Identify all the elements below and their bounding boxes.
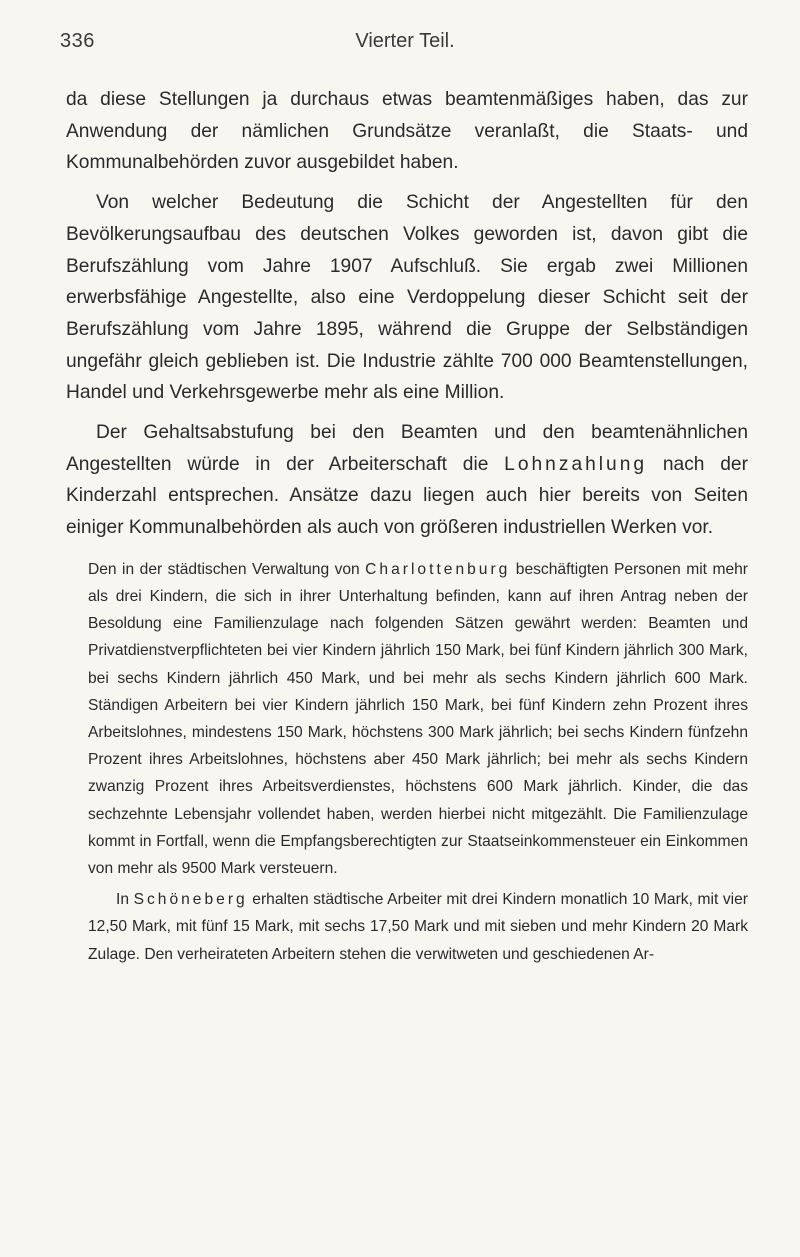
- small-paragraph-2-text-b: erhalten städtische Arbeiter mit drei Kindern monatlich 10 Mark, mit vier 12,50 Mark, mit fünf 15 Mark, mit sechs 17,50 Mark und mit sieben und mehr Kindern 20 Mark Zulage. Den verheirateten Arbeitern stehen die verwitweten und geschiedenen Ar-: [88, 891, 748, 963]
- page-number: 336: [60, 30, 95, 52]
- emphasis-lohnzahlung: Lohnzahlung: [504, 453, 648, 475]
- small-paragraph-1-text-a: Den in der städtischen Verwaltung von: [88, 560, 366, 578]
- paragraph-2: Von welcher Bedeutung die Schicht der Angestellten für den Bevölkerungsaufbau des deutschen Volkes geworden ist, davon gibt die Berufszählung vom Jahre 1907 Aufschluß. Sie ergab zwei Millionen erwerbsfähige Angestellte, also eine Verdoppelung dieser Schicht seit der Berufszählung vom Jahre 1895, während die Gruppe der Selbständigen ungefähr gleich geblieben ist. Die Industrie zählte 700 000 Beamtenstellungen, Handel und Verkehrsgewerbe mehr als eine Million.: [66, 192, 748, 404]
- main-text: [66, 84, 748, 544]
- running-head: Vierter Teil.: [355, 30, 455, 52]
- small-paragraph-2: [66, 886, 748, 968]
- emphasis-schoeneberg: Schöneberg: [133, 891, 248, 909]
- emphasis-charlottenburg: Charlottenburg: [365, 560, 511, 578]
- paragraph-3-text-b: nach der Kinderzahl entsprechen. Ansätze dazu liegen auch hier bereits von Seiten einiger Kommunalbehörden als auch von größeren industriellen Werken vor.: [66, 453, 748, 539]
- small-paragraph-2-text-a: In: [116, 891, 134, 909]
- paragraph-3-text-a: Der Gehaltsabstufung bei den Beamten und den beamtenähnlichen Angestellten würde in der Arbeiterschaft die: [66, 422, 748, 475]
- small-paragraph-1-text-b: beschäftigten Personen mit mehr als drei Kindern, die sich in ihrer Unterhaltung befinden, kann auf ihren Antrag neben der Besoldung eine Familienzulage nach folgenden Sätzen gewährt werden: Beamten und Privatdienstverpflichteten bei vier Kindern jährlich 150 Mark, bei fünf Kindern jährlich 300 Mark, bei sechs Kindern jährlich 450 Mark, und bei mehr als sechs Kindern jährlich 600 Mark. Ständigen Arbeitern bei vier Kindern jährlich 150 Mark, bei fünf Kindern zehn Prozent ihres Arbeitslohnes, mindestens 150 Mark, höchstens 300 Mark jährlich; bei sechs Kindern fünfzehn Prozent ihres Arbeitslohnes, höchstens aber 450 Mark jährlich; bei mehr als sechs Kindern zwanzig Prozent ihres Arbeitsverdienstes, höchstens 600 Mark jährlich. Kinder, die das sechzehnte Lebensjahr vollendet haben, werden hierbei nicht mitgezählt. Die Familienzulage kommt in Fortfall, wenn die Empfangsberechtigten zur Staatseinkommensteuer ein Einkommen von mehr als 9500 Mark versteuern.: [88, 560, 748, 878]
- page-body: [66, 84, 748, 968]
- page-header: [60, 30, 750, 60]
- small-print-section: [66, 556, 748, 968]
- small-paragraph-1: [88, 556, 748, 882]
- paragraph-3: [66, 417, 748, 544]
- paragraph-1: da diese Stellungen ja durchaus etwas beamtenmäßiges haben, das zur Anwendung der nämlichen Grundsätze veranlaßt, die Staats- und Kommunalbehörden zuvor ausgebildet haben.: [66, 89, 748, 174]
